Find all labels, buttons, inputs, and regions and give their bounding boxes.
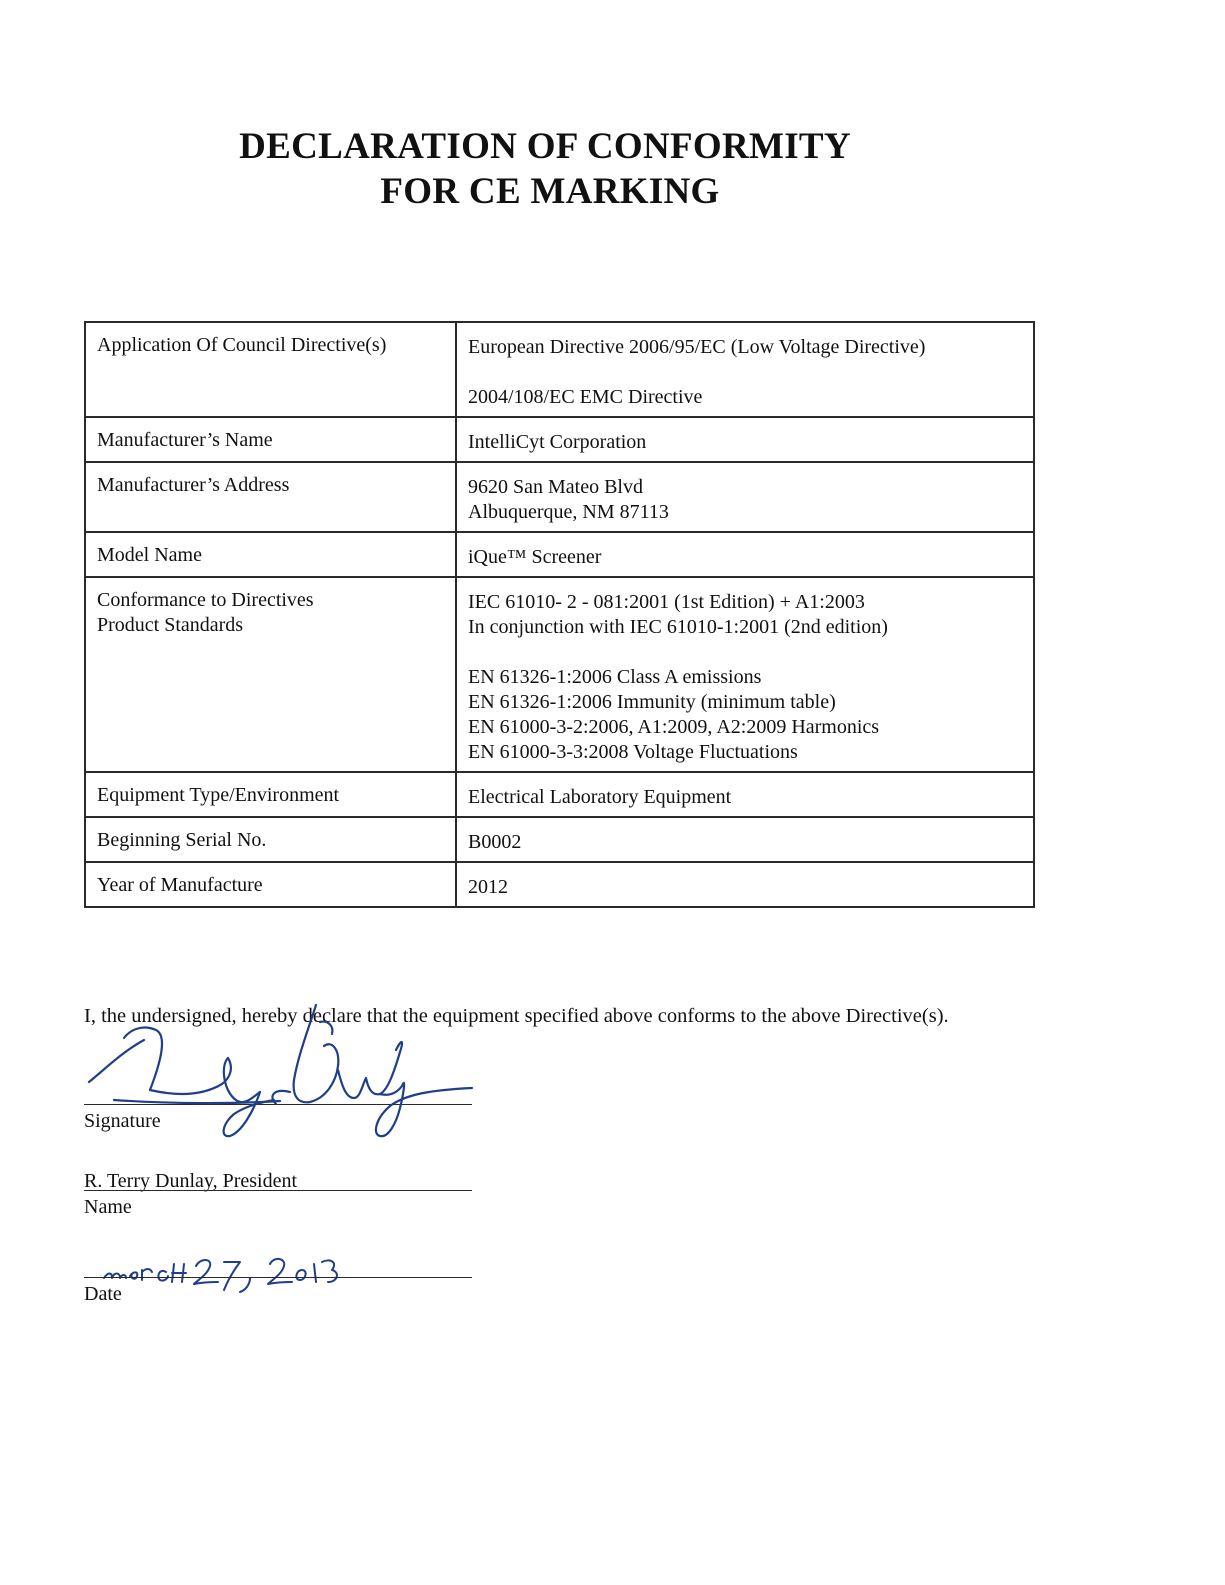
document-title-line-1: DECLARATION OF CONFORMITY <box>239 126 851 167</box>
row-label <box>85 862 456 907</box>
row-label <box>85 417 456 462</box>
row-value-line: EN 61000-3-3:2008 Voltage Fluctuations <box>468 741 798 763</box>
table-row <box>85 462 1034 532</box>
row-value-line: EN 61326-1:2006 Immunity (minimum table) <box>468 691 836 713</box>
row-value-line: IEC 61010- 2 - 081:2001 (1st Edition) + A1:2003 <box>468 591 865 613</box>
row-label-line: Application Of Council Directive(s) <box>97 334 387 356</box>
row-value-line: EN 61000-3-2:2006, A1:2009, A2:2009 Harmonics <box>468 716 880 738</box>
row-label <box>85 817 456 862</box>
row-label-line: Model Name <box>97 544 202 566</box>
row-label-line: Manufacturer’s Address <box>97 474 290 496</box>
row-value-line: 2004/108/EC EMC Directive <box>468 386 703 408</box>
signer-name: R. Terry Dunlay, President <box>84 1170 298 1192</box>
row-label-line: Year of Manufacture <box>97 874 263 896</box>
row-value <box>456 462 1034 532</box>
value-spacer <box>468 640 1023 665</box>
row-value-line: Electrical Laboratory Equipment <box>468 786 732 808</box>
table-row <box>85 862 1034 907</box>
row-value-line: EN 61326-1:2006 Class A emissions <box>468 666 762 688</box>
row-label <box>85 322 456 417</box>
row-value <box>456 532 1034 577</box>
name-line <box>84 1190 472 1191</box>
signature-label: Signature <box>84 1110 161 1132</box>
row-value-line: Albuquerque, NM 87113 <box>468 501 669 523</box>
table-row <box>85 772 1034 817</box>
row-value <box>456 817 1034 862</box>
row-value <box>456 417 1034 462</box>
row-label <box>85 772 456 817</box>
table-row <box>85 817 1034 862</box>
row-label-line: Beginning Serial No. <box>97 829 267 851</box>
row-value-line: In conjunction with IEC 61010-1:2001 (2nd edition) <box>468 616 888 638</box>
row-value-line: IntelliCyt Corporation <box>468 431 647 453</box>
row-label-line: Manufacturer’s Name <box>97 429 273 451</box>
handwritten-signature <box>84 1000 504 1150</box>
row-label <box>85 462 456 532</box>
row-value <box>456 862 1034 907</box>
row-value-line: European Directive 2006/95/EC (Low Voltage Directive) <box>468 336 926 358</box>
document-title-line-2: FOR CE MARKING <box>380 171 720 212</box>
table-row <box>85 322 1034 417</box>
conformity-table <box>84 321 1035 908</box>
declaration-statement: I, the undersigned, hereby declare that the equipment specified above conforms to the above Directive(s). <box>84 1005 949 1027</box>
row-value-line: 2012 <box>468 876 508 898</box>
row-label-line: Product Standards <box>97 614 244 636</box>
name-label: Name <box>84 1196 132 1218</box>
table-row <box>85 532 1034 577</box>
row-value <box>456 577 1034 772</box>
row-value <box>456 322 1034 417</box>
table-row <box>85 417 1034 462</box>
date-line <box>84 1277 472 1278</box>
row-value-line: iQue™ Screener <box>468 546 602 568</box>
value-spacer <box>468 360 1023 385</box>
row-label-line: Equipment Type/Environment <box>97 784 340 806</box>
date-label: Date <box>84 1283 122 1305</box>
handwritten-date <box>100 1248 340 1298</box>
row-label <box>85 532 456 577</box>
row-label <box>85 577 456 772</box>
row-value-line: B0002 <box>468 831 522 853</box>
row-value-line: 9620 San Mateo Blvd <box>468 476 643 498</box>
table-row <box>85 577 1034 772</box>
row-value <box>456 772 1034 817</box>
row-label-line: Conformance to Directives <box>97 589 314 611</box>
